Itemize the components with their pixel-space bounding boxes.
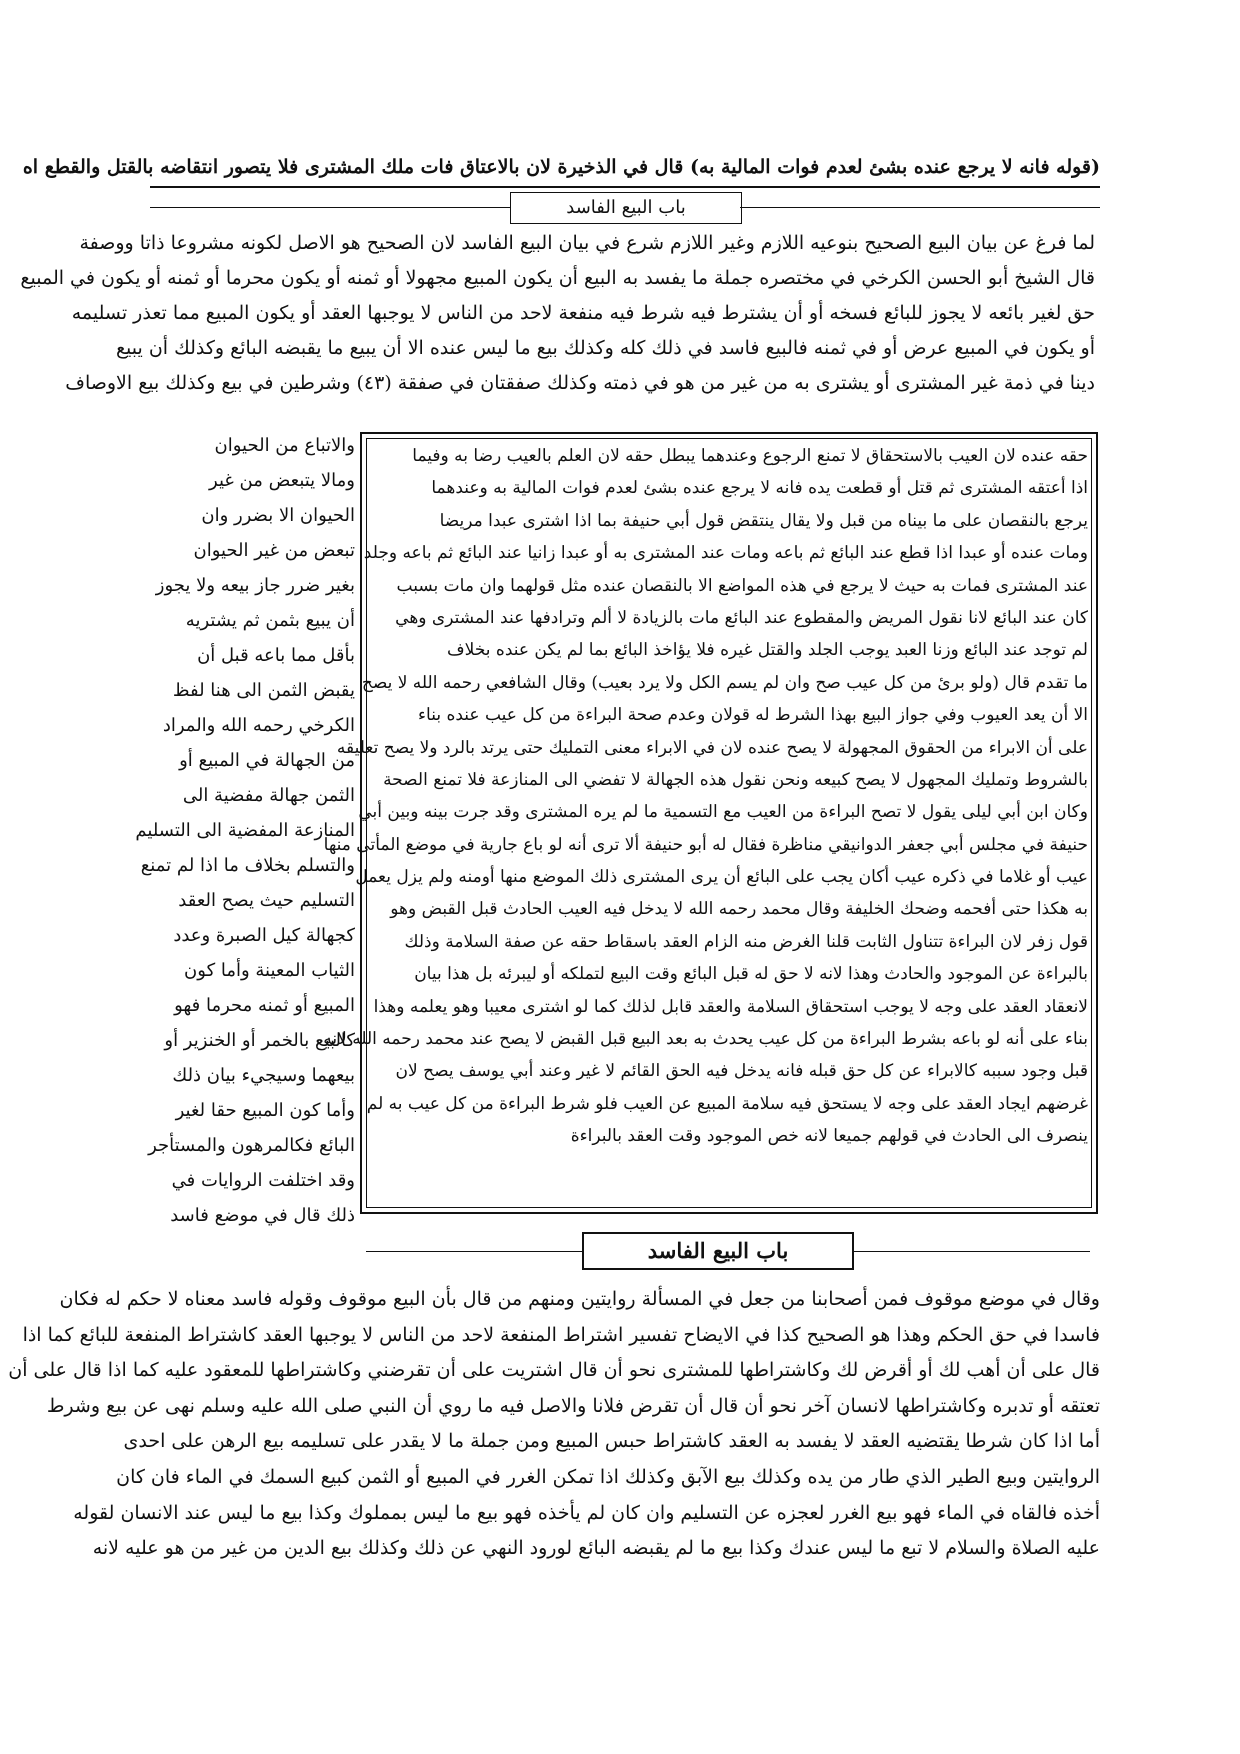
side-line: كجهالة كيل الصبرة وعدد <box>173 925 355 946</box>
commentary-line: حقه عنده لان العيب بالاستحقاق لا تمنع الرجوع وعندهما يبطل حقه لان العلم بالعيب رضا به وفيما <box>412 446 1088 466</box>
commentary-line: يرجع بالنقصان على ما بيناه من قبل ولا يقال ينتقض قول أبي حنيفة بما اذا اشترى عبدا مريضا <box>439 510 1088 531</box>
side-line: الحيوان الا بضرر وان <box>201 505 355 526</box>
bottom-paragraph <box>8 1282 1100 1567</box>
commentary-line: بناء على أنه لو باعه بشرط البراءة من كل عيب يحدث به بعد البيع قبل القبض لا يصح عند محمد رحمه الله لانه <box>323 1029 1088 1050</box>
text-line: قال الشيخ أبو الحسن الكرخي في مختصره جملة ما يفسد به البيع أن يكون المبيع مجهولا أو ثمنه أو يكون محرما أو ثمنه أو يكون في المبيع <box>20 267 1095 289</box>
commentary-line: بالشروط وتمليك المجهول لا يصح كبيعه ونحن نقول هذه الجهالة لا تفضي الى المنازعة فلا تمنع الصحة <box>383 769 1088 790</box>
text-line: الروايتين وبيع الطير الذي طار من يده وكذلك بيع الآبق وكذلك اذا تمكن الغرر في المبيع أو الثمن كبيع السمك في الماء فان كان <box>116 1465 1100 1488</box>
commentary-line: الا أن يعد العيوب وفي جواز البيع بهذا الشرط له قولان وعدم صحة البراءة من كل عيب عنده بناء <box>418 705 1088 726</box>
bab-heading: باب البيع الفاسد <box>582 1232 854 1270</box>
text-line: أو يكون في المبيع عرض أو في ثمنه فالبيع فاسد في ذلك كله وكذلك بيع ما ليس عنده الا أن يبيع ما يقبضه البائع وكذلك أن يبيع <box>115 337 1095 359</box>
commentary-line: وكان ابن أبي ليلى يقول لا تصح البراءة من العيب مع التسمية ما لم يره المشترى وقد جرت بينه وبين أبي <box>358 802 1088 823</box>
side-line: بأقل مما باعه قبل أن <box>197 645 355 666</box>
bab-rule-left <box>366 1251 582 1252</box>
commentary-line: عيب أو غلاما في ذكره عيب أكان يجب على البائع أن يرى المشترى ذلك الموضع منها أومنه ولم يزل يعمل <box>355 867 1088 888</box>
side-line: ذلك قال في موضع فاسد <box>170 1205 355 1226</box>
title-rule-right <box>740 207 1100 208</box>
commentary-line: بالبراءة عن الموجود والحادث وهذا لانه لا حق له قبل البائع وقت البيع لتملكه أو ليبرئه بل هذا بيان <box>414 964 1088 985</box>
commentary-line: قول زفر لان البراءة تتناول الثابت قلنا الغرض منه الزام العقد باسقاط حقه عن صفة السلامة وذلك <box>404 931 1088 952</box>
commentary-line: كان عند البائع لانا نقول المريض والمقطوع عند البائع مات بالزيادة لا ألم وترادفها عند المشترى وهي <box>395 607 1088 628</box>
text-line: عليه الصلاة والسلام لا تبع ما ليس عندك وكذا بيع ما لم يقبضه البائع لورود النهي عن ذلك وكذلك بيع الدين من غير من هو عليه لانه <box>92 1537 1100 1560</box>
text-line: دينا في ذمة غير المشترى أو يشترى به من غير من هو في ذمته وكذلك صفقتان في صفقة (٤٣) وشرطين في بيع وكذلك بيع الاوصاف <box>65 372 1095 394</box>
side-line: الثمن جهالة مفضية الى <box>182 785 355 806</box>
commentary-line: ينصرف الى الحادث في قولهم جميعا لانه خص الموجود وقت العقد بالبراءة <box>570 1126 1088 1147</box>
section-title: باب البيع الفاسد <box>510 192 742 224</box>
side-line: أن يبيع بثمن ثم يشتريه <box>185 610 355 631</box>
commentary-line: ما تقدم قال (ولو برئ من كل عيب صح وان لم يسم الكل ولا يرد بعيب) وقال الشافعي رحمه الله لا يصح <box>361 672 1088 693</box>
commentary-line: اذا أعتقه المشترى ثم قتل أو قطعت يده فانه لا يرجع عنده بشئ لعدم فوات المالية به وعندهما <box>431 478 1088 499</box>
text-line: أخذه فالقاه في الماء فهو بيع الغرر لعجزه عن التسليم وان كان لم يأخذه فهو بيع ما ليس بمملوك وكذا بيع ما ليس عند الانسان لقوله <box>73 1501 1100 1524</box>
side-line: البائع فكالمرهون والمستأجر <box>148 1135 355 1156</box>
top-paragraph <box>20 226 1095 401</box>
inner-commentary <box>323 440 1088 1153</box>
side-line: بيعهما وسيجيء بيان ذلك <box>172 1065 355 1086</box>
commentary-line: غرضهم ايجاد العقد على وجه لا يستحق فيه سلامة المبيع عن العيب فلو شرط البراءة من كل عيب به لم <box>366 1093 1088 1114</box>
side-line: والاتباع من الحيوان <box>214 435 355 456</box>
text-line: حق لغير بائعه لا يجوز للبائع فسخه أو أن يشترط فيه شرط فيه منفعة لاحد من الناس لا يوجبها العقد أو يكون المبيع مما تعذر تسليمه <box>71 302 1095 324</box>
text-line: قال على أن أهب لك أو أقرض لك وكاشتراطها للمشترى نحو أن قال اشتريت على أن تقرضني وكاشتراطها للمعقود عليه كما اذا قال على أن <box>8 1359 1100 1382</box>
text-line: وقال في موضع موقوف فمن أصحابنا من جعل في المسألة روايتين ومنهم من قال بأن البيع موقوف وقوله فاسد معناه لا حكم له فكان <box>59 1288 1100 1310</box>
header-rule <box>150 186 1100 188</box>
side-line: المنازعة المفضية الى التسليم <box>135 820 355 841</box>
commentary-line: ومات عنده أو عبدا اذا قطع عند البائع ثم باعه ومات عند المشترى به أو عبدا زانيا عند البائع ثم باعه وجلد <box>363 543 1088 564</box>
text-line: تعتقه أو تدبره وكاشتراطها لانسان آخر نحو أن قال أن تقرض فلانا والاصل فيه ما روي أن النبي صلى الله عليه وسلم نهى عن بيع وشرط <box>46 1394 1100 1417</box>
running-header: (قوله فانه لا يرجع عنده بشئ لعدم فوات المالية به) قال في الذخيرة لان بالاعتاق فات ملك المشترى فلا يتصور انتقاضه بالقتل والقطع اه <box>22 156 1100 178</box>
commentary-line: به هكذا حتى أفحمه وضحك الخليفة وقال محمد رحمه الله لا يدخل فيه العيب الحادث قبل القبض وهو <box>390 899 1088 920</box>
title-rule-left <box>150 207 510 208</box>
commentary-line: عند المشترى فمات به حيث لا يرجع في هذه المواضع الا بالنقصان عنده مثل قولهما وان مات بسبب <box>396 575 1088 596</box>
side-line: بغير ضرر جاز بيعه ولا يجوز <box>155 575 355 596</box>
commentary-line: لانعقاد العقد على وجه لا يوجب استحقاق السلامة والعقد قابل لذلك كما لو اشترى معيبا وهو يعلمه وهذا <box>373 996 1088 1017</box>
commentary-line: لم توجد عند البائع وزنا العبد يوجب الجلد والقتل غيره فلا يؤاخذ البائع بما لم يكن عنده بخلاف <box>447 640 1088 661</box>
side-line: وقد اختلفت الروايات في <box>171 1170 355 1191</box>
side-line: من الجهالة في المبيع أو <box>179 750 355 771</box>
side-line: المبيع أو ثمنه محرما فهو <box>174 995 355 1016</box>
side-line: وأما كون المبيع حقا لغير <box>175 1100 355 1121</box>
side-line: الكرخي رحمه الله والمراد <box>162 715 355 736</box>
side-line: تبعض من غير الحيوان <box>193 540 355 561</box>
side-line: التسليم حيث يصح العقد <box>178 890 355 911</box>
text-line: فاسدا في حق الحكم وهذا هو الصحيح كذا في الايضاح تفسير اشتراط المنفعة لاحد من الناس لا يوجبها العقد كاشتراط المنفعة للبائع كما اذا <box>22 1323 1100 1346</box>
side-line: كالبيع بالخمر أو الخنزير أو <box>164 1030 355 1051</box>
commentary-line: على أن الابراء من الحقوق المجهولة لا يصح عنده لان في الابراء معنى التمليك حتى يرتد بالرد ولا يصح تعليقه <box>336 737 1088 758</box>
side-line: والتسلم بخلاف ما اذا لم تمنع <box>140 855 355 876</box>
side-line: ومالا يتبعض من غير <box>209 470 355 491</box>
text-line: أما اذا كان شرطا يقتضيه العقد لا يفسد به العقد كاشتراط حبس المبيع ومن جملة ما لا يقدر على تسليمه بيع الرهن على احدى <box>123 1430 1100 1453</box>
commentary-line: حنيفة في مجلس أبي جعفر الدوانيقي مناظرة فقال له أبو حنيفة ألا ترى أنه لو باع جارية في موضع المأتى منها <box>323 834 1088 855</box>
side-line: يقبض الثمن الى هنا لفظ <box>172 680 355 701</box>
bab-rule-right <box>854 1251 1090 1252</box>
commentary-line: قبل وجود سببه كالابراء عن كل حق قبله فانه يدخل فيه الحق القائم لا غير وعند أبي يوسف يصح لان <box>395 1061 1088 1082</box>
side-line: الثياب المعينة وأما كون <box>184 960 355 981</box>
text-line: لما فرغ عن بيان البيع الصحيح بنوعيه اللازم وغير اللازم شرع في بيان البيع الفاسد لان الصحيح هو الاصل لكونه مشروعا ذاتا ووصفة <box>79 232 1095 254</box>
